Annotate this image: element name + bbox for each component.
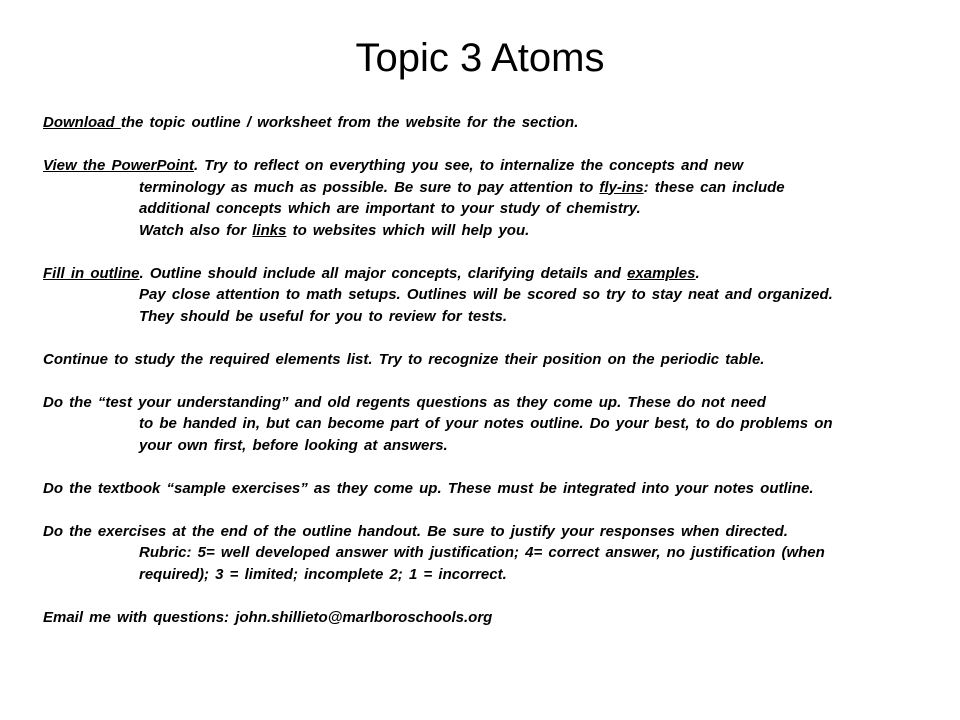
test-line-3: your own first, before looking at answers. <box>139 436 448 454</box>
page-title: Topic 3 Atoms <box>355 36 605 80</box>
powerpoint-line-3: additional concepts which are important to your study of chemistry. <box>139 200 641 217</box>
powerpoint-line-2: terminology as much as possible. Be sure to pay attention to <box>139 178 600 196</box>
powerpoint-line-2-end: : these can include <box>643 178 785 196</box>
powerpoint-text: . Try to reflect on everything you see, to internalize the concepts and new <box>193 157 744 174</box>
instruction-test-understanding <box>43 392 923 457</box>
outline-line-3: They should be useful for you to review for tests. <box>139 307 508 325</box>
line <box>43 263 923 285</box>
email-line: Email me with questions: john.shillieto@marlboroschools.org <box>43 608 493 626</box>
instruction-outline <box>43 263 923 328</box>
instructions-body <box>43 112 923 650</box>
exercises-line-1: Do the exercises at the end of the outline handout. Be sure to justify your responses when directed. <box>43 522 788 540</box>
instruction-email <box>43 607 923 629</box>
instruction-powerpoint <box>43 155 923 241</box>
powerpoint-line-4b: to websites which will help you. <box>286 221 530 239</box>
outline-line-2: Pay close attention to math setups. Outlines will be scored so try to stay neat and organized. <box>139 286 833 303</box>
instruction-sample-exercises <box>43 478 923 500</box>
rubric-line-2: required); 3 = limited; incomplete 2; 1 = incorrect. <box>139 565 507 583</box>
test-line-2: to be handed in, but can become part of your notes outline. Do your best, to do problems on <box>139 415 833 432</box>
line <box>43 155 923 177</box>
instruction-exercises <box>43 521 923 586</box>
outline-text-end: . <box>695 264 700 282</box>
line <box>43 220 923 242</box>
powerpoint-label: View the PowerPoint <box>43 157 194 174</box>
examples-term: examples <box>627 264 696 282</box>
elements-line-1: Continue to study the required elements list. Try to recognize their position on the periodic table. <box>43 350 765 368</box>
sample-line-1: Do the textbook “sample exercises” as they come up. These must be integrated into your notes outline. <box>43 479 814 497</box>
fly-ins-term: fly-ins <box>599 178 644 196</box>
line <box>43 177 923 199</box>
outline-text: . Outline should include all major concepts, clarifying details and <box>139 264 628 282</box>
line <box>43 112 923 134</box>
test-line-1: Do the “test your understanding” and old regents questions as they come up. These do not need <box>43 393 766 411</box>
rubric-line-1: Rubric: 5= well developed answer with justification; 4= correct answer, no justification (when <box>139 544 825 561</box>
instruction-download <box>43 112 923 134</box>
outline-label: Fill in outline <box>43 264 140 282</box>
links-term: links <box>252 221 287 239</box>
download-text: the topic outline / worksheet from the website for the section. <box>120 114 579 131</box>
powerpoint-line-4a: Watch also for <box>139 221 253 239</box>
download-label: Download <box>43 114 121 131</box>
instruction-elements <box>43 349 923 371</box>
